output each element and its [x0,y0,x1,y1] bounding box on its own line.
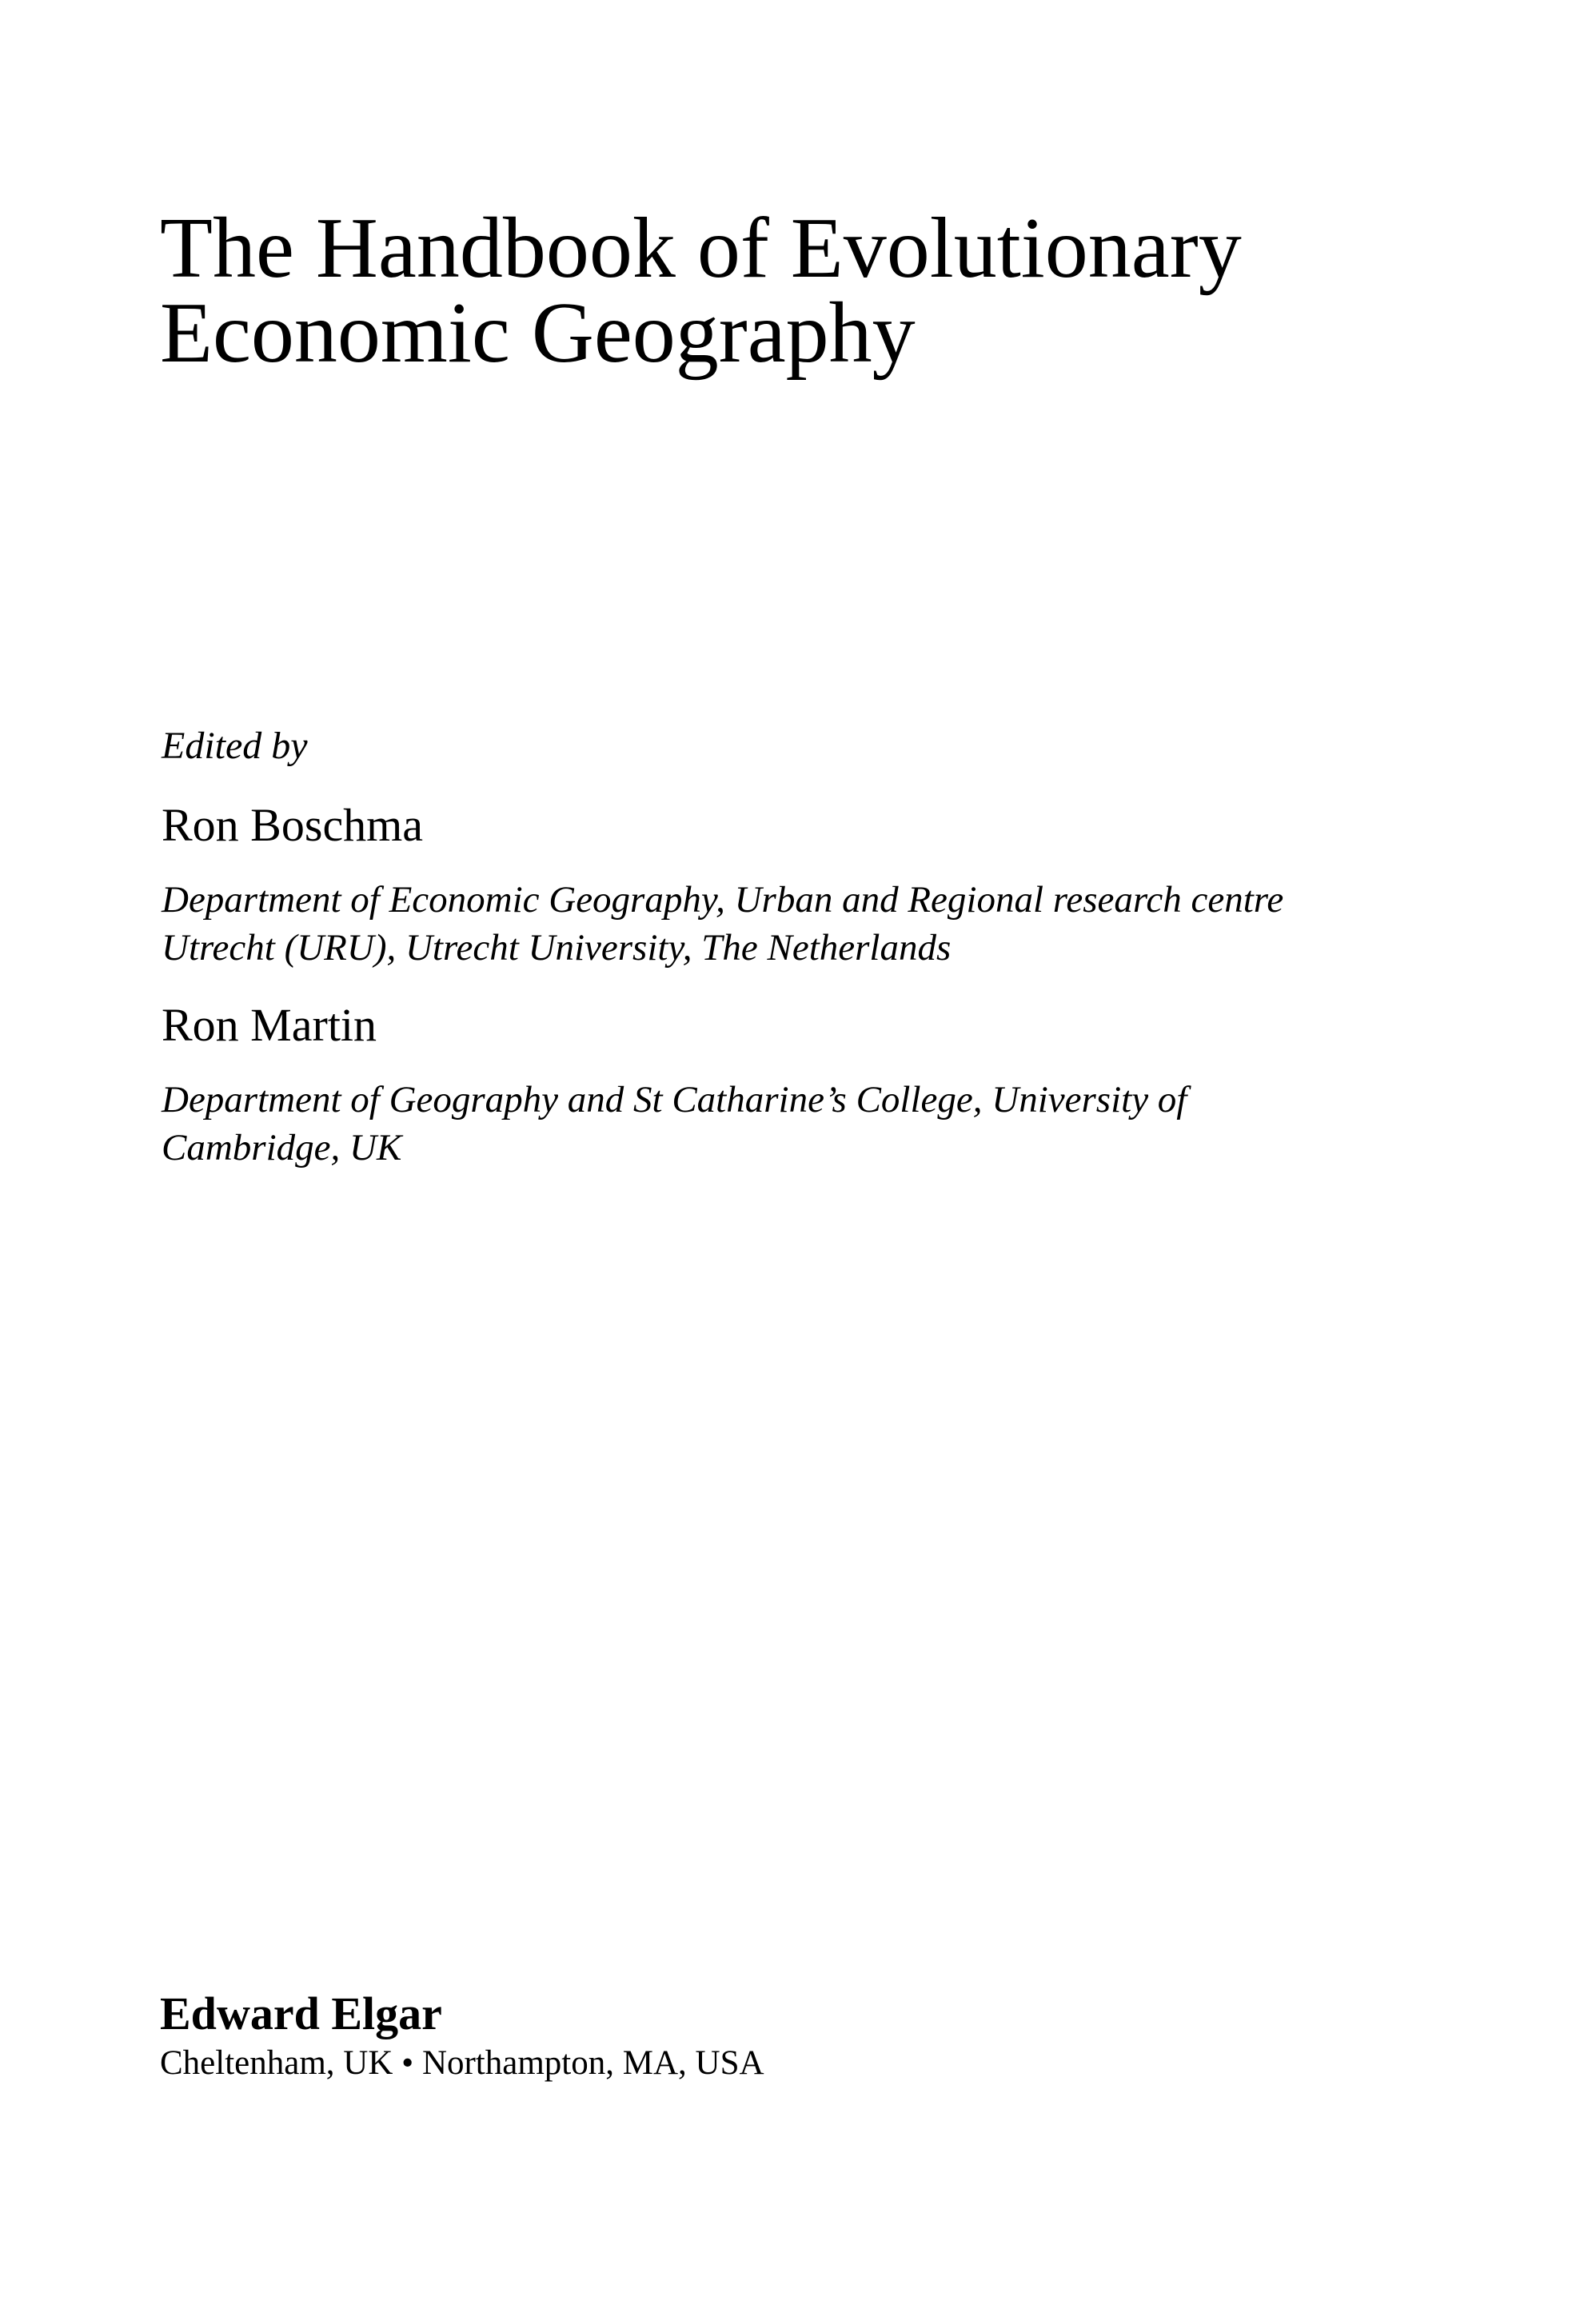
editor-name-martin: Ron Martin [162,999,377,1051]
edited-by-label: Edited by [162,725,308,767]
editor-affiliation-martin [162,1076,1187,1172]
editor-name-boschma: Ron Boschma [162,799,424,851]
book-title [160,201,1242,381]
book-title-line-2: Economic Geography [160,286,916,381]
affiliation-line-1: Department of Geography and St Catharine’s College, University of [162,1079,1187,1121]
affiliation-line-2: Cambridge, UK [162,1127,402,1168]
editor-affiliation-boschma [162,876,1283,972]
book-title-line-1: The Handbook of Evolutionary [160,201,1242,296]
affiliation-line-1: Department of Economic Geography, Urban and Regional research centre [162,879,1284,921]
affiliation-line-2: Utrecht (URU), Utrecht University, The Netherlands [162,927,952,969]
publisher-name: Edward Elgar [160,1987,442,2039]
publisher-locations: Cheltenham, UK • Northampton, MA, USA [160,2044,764,2082]
